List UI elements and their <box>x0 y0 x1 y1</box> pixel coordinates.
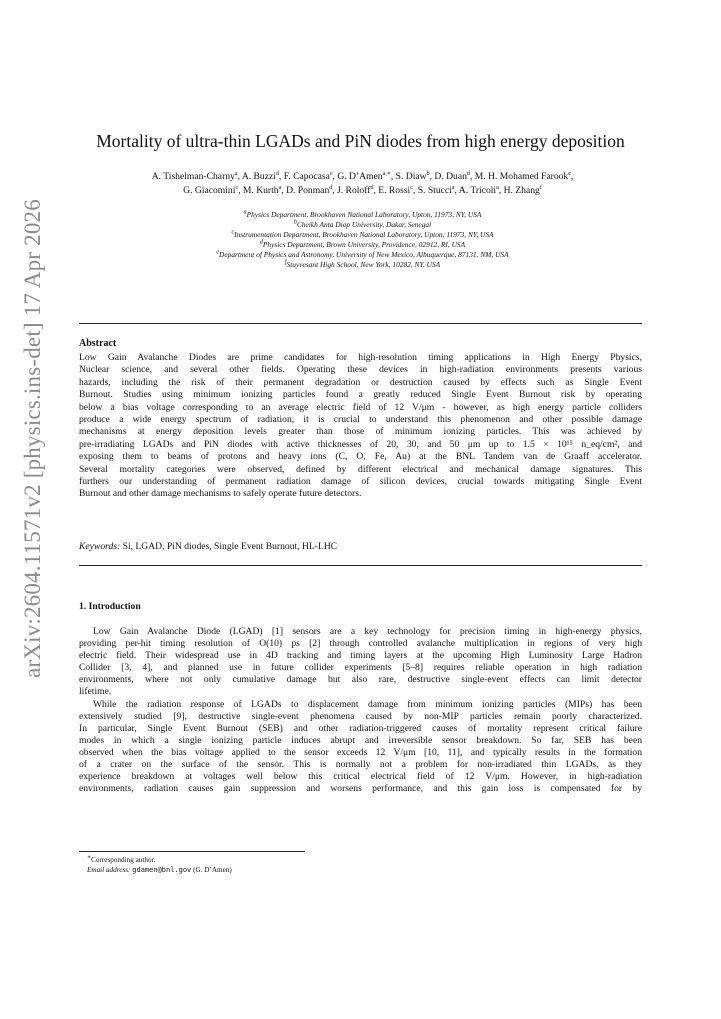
footnote <box>87 855 232 875</box>
author-name: D. Duan <box>434 171 467 182</box>
author-affiliation-mark: a <box>496 184 499 191</box>
affiliation-text: Department of Physics and Astronomy, University of New Mexico, Albuquerque, 87131, NM, USA <box>219 250 509 259</box>
affiliation-mark: c <box>231 229 235 236</box>
author-affiliation-mark: e <box>568 170 571 177</box>
paragraph-line: providing per-hit timing resolution of O(10) ps [2] through controlled avalanche multiplication in regions of very high <box>79 638 642 650</box>
affiliation-item <box>80 230 645 240</box>
author-line-2: G. Giacomini$^c$, M. Kurth$^a$, D. Ponman$^d$, J. Roloff$^d$, E. Rossi$^c$, S. Stucci$^a$, A. Tricoli$^a$, H. Zhang$^f$ <box>183 184 542 196</box>
author-name: M. H. Mohamed Farook <box>474 171 569 182</box>
author-name: M. Kurth <box>242 185 279 196</box>
paragraph-line: extensively studied [9], destructive single-event phenomena caused by non-MIP particles remain poorly characterized. <box>79 710 642 722</box>
affiliation-text: Physics Department, Brookhaven National Laboratory, Upton, 11973, NY, USA <box>246 210 482 219</box>
footnote-corresponding: ∗Corresponding author. <box>87 854 156 864</box>
affiliation-text: Cheikh Anta Diop University, Dakar, Senegal <box>296 220 432 229</box>
abstract-line: below a bias voltage corresponding to an average electric field of 12 V/μm - however, as high energy particle colliders <box>79 401 642 413</box>
author-affiliation-mark: d <box>275 170 279 177</box>
paragraph-line: Low Gain Avalanche Diode (LGAD) [1] sensors are a key technology for precision timing in high-energy physics, <box>93 626 642 637</box>
author-affiliation-mark: a <box>234 170 238 177</box>
paragraph-line: experience breakdown at voltages well below this critical electrical field of 12 V/μm. However, in high-radiation <box>79 771 642 783</box>
abstract-line: Burnout. Studies using minimum ionizing particles found a greatly reduced Single Event Burnout risk by operating <box>79 389 642 401</box>
author-affiliation-mark: a <box>278 184 282 191</box>
affiliation-mark: d <box>259 239 263 246</box>
abstract-bottom-rule <box>79 565 642 566</box>
keywords-text: Si, LGAD, PiN diodes, Single Event Burnout, HL-LHC <box>122 541 338 552</box>
affiliation-item <box>80 220 645 230</box>
author-affiliation-mark: d <box>329 184 333 191</box>
affiliation-mark: a <box>243 209 247 216</box>
arxiv-identifier-stamp: arXiv:2604.11571v2 [physics.ins-det] 17 Apr 2026 <box>20 199 45 678</box>
abstract-heading: Abstract <box>79 338 117 349</box>
paragraph-line: modes in which a single ionizing particle induces abrupt and irreversible sensor breakdown. So far, SEB has been <box>79 734 642 746</box>
abstract-line: exposing them to beams of protons and heavy ions (C, O, Fe, Au) at the BNL Tandem van de Graaff accelerator. <box>79 451 642 463</box>
paragraph-line: of a crater on the surface of the sensor. This is normally not a problem for non-irradiated thin LGADs, as they <box>79 759 642 771</box>
author-name: H. Zhang <box>503 185 540 196</box>
abstract-line: pre-irradiating LGADs and PiN diodes with active thicknesses of 20, 30, and 50 μm up to 1.5 × 10¹⁵ n_eq/cm², and <box>79 438 642 450</box>
author-name: E. Rossi <box>378 185 411 196</box>
paper-title: Mortality of ultra-thin LGADs and PiN diodes from high energy deposition <box>96 131 625 151</box>
author-name: S. Stucci <box>417 185 452 196</box>
affiliation-text: Instrumentation Department, Brookhaven National Laboratory, Upton, 11973, NY, USA <box>234 230 494 239</box>
abstract-line: hazards, including the risk of their permanent degradation or destruction caused by effects such as Single Event <box>79 376 642 388</box>
section-heading-introduction: 1. Introduction <box>79 601 141 612</box>
affiliation-mark: e <box>216 249 220 256</box>
author-affiliation-mark: b <box>426 170 430 177</box>
author-name: G. Giacomini <box>183 185 236 196</box>
author-affiliation-mark: f <box>539 184 542 191</box>
affiliation-item <box>80 260 645 270</box>
abstract-line: Burnout and other damage mechanisms to safely operate future detectors. <box>79 488 362 500</box>
paragraph-line: Collider [3, 4], and planned use in future collider experiments [5–8] requires reliable operation in high radiation <box>79 662 642 674</box>
paragraph-line: environments, radiation causes gain suppression and worsens performance, and this gain loss is compensated for by <box>79 783 642 795</box>
abstract-body <box>79 352 642 501</box>
introduction-body <box>79 626 642 795</box>
affiliation-item <box>80 240 645 250</box>
affiliation-mark: f <box>284 259 287 266</box>
abstract-line: mechanisms at energy deposition levels greater than those of minimum ionizing particles. This was achieved by <box>79 426 642 438</box>
abstract-top-rule <box>79 323 642 324</box>
author-affiliation-mark: c <box>235 184 239 191</box>
abstract-line: Several mortality categories were observed, defined by different electrical and mechanical damage signatures. This <box>79 463 642 475</box>
author-name: A. Buzzi <box>241 171 276 182</box>
author-name: D. Ponman <box>286 185 330 196</box>
affiliation-item <box>80 210 645 220</box>
author-affiliation-mark: d <box>370 184 374 191</box>
author-affiliation-mark: a <box>451 184 455 191</box>
abstract-line: Low Gain Avalanche Diodes are prime candidates for high-resolution timing applications in High Energy Physics, <box>79 352 642 363</box>
affiliation-list <box>80 210 645 270</box>
paragraph-line: environments, where not only cumulative damage but also rare, destructive single-event effects can limit detector <box>79 674 642 686</box>
author-name: A. Tricoli <box>458 185 497 196</box>
footnote-rule <box>79 851 305 852</box>
author-affiliation-mark: c <box>329 170 333 177</box>
paragraph-line: While the radiation response of LGADs to displacement damage from minimum ionizing particles (MIPs) has been <box>93 698 642 710</box>
abstract-line: produce a wide energy spectrum of radiation, it is crucial to understand this phenomenon and other possible damage <box>79 414 642 426</box>
author-name: J. Roloff <box>337 185 371 196</box>
keywords <box>79 541 337 552</box>
keywords-label: Keywords: <box>79 541 121 552</box>
author-line-1: A. Tishelman-Charny$^a$, A. Buzzi$^d$, F. Capocasa$^c$, G. D’Amen$^{a,∗}$, S. Diaw$^b$, D. Duan$^d$, M. H. Mohamed Farook$^e$, <box>151 170 574 182</box>
author-name: G. D’Amen <box>337 171 383 182</box>
author-list <box>80 170 645 198</box>
author-name: F. Capocasa <box>283 171 330 182</box>
paragraph-line: electric field. Their widespread use in 4D tracking and timing layers at the upcoming High Luminosity Large Hadron <box>79 650 642 662</box>
paragraph-line: observed when the bias voltage applied to the sensor exceeds 12 V/μm [10, 11], and typically results in the formation <box>79 746 642 758</box>
affiliation-mark: b <box>293 219 297 226</box>
author-name: S. Diaw <box>395 171 427 182</box>
affiliation-text: Physics Department, Brown University, Providence, 02912, RI, USA <box>262 240 466 249</box>
email-link[interactable]: gdamen@bnl.gov <box>132 866 192 874</box>
affiliation-item <box>80 250 645 260</box>
paragraph-line: In particular, Single Event Burnout (SEB) and other radiation-triggered causes of mortality represent critical failure <box>79 722 642 734</box>
author-affiliation-mark: a,∗ <box>382 170 391 177</box>
author-affiliation-mark: d <box>466 170 470 177</box>
abstract-line: Nuclear science, and several other fields. Operating these devices in high-radiation environments presents various <box>79 364 642 376</box>
author-affiliation-mark: c <box>410 184 413 191</box>
paragraph-line: lifetime. <box>79 686 112 698</box>
abstract-line: furthers our understanding of permanent radiation damage of silicon devices, crucial towards mitigating Single Event <box>79 476 642 488</box>
author-name: A. Tishelman-Charny <box>151 171 235 182</box>
footnote-email: Email address: gdamen@bnl.gov (G. D’Amen) <box>87 866 232 874</box>
affiliation-text: Stuyvesant High School, New York, 10282, NY, USA <box>286 260 441 269</box>
